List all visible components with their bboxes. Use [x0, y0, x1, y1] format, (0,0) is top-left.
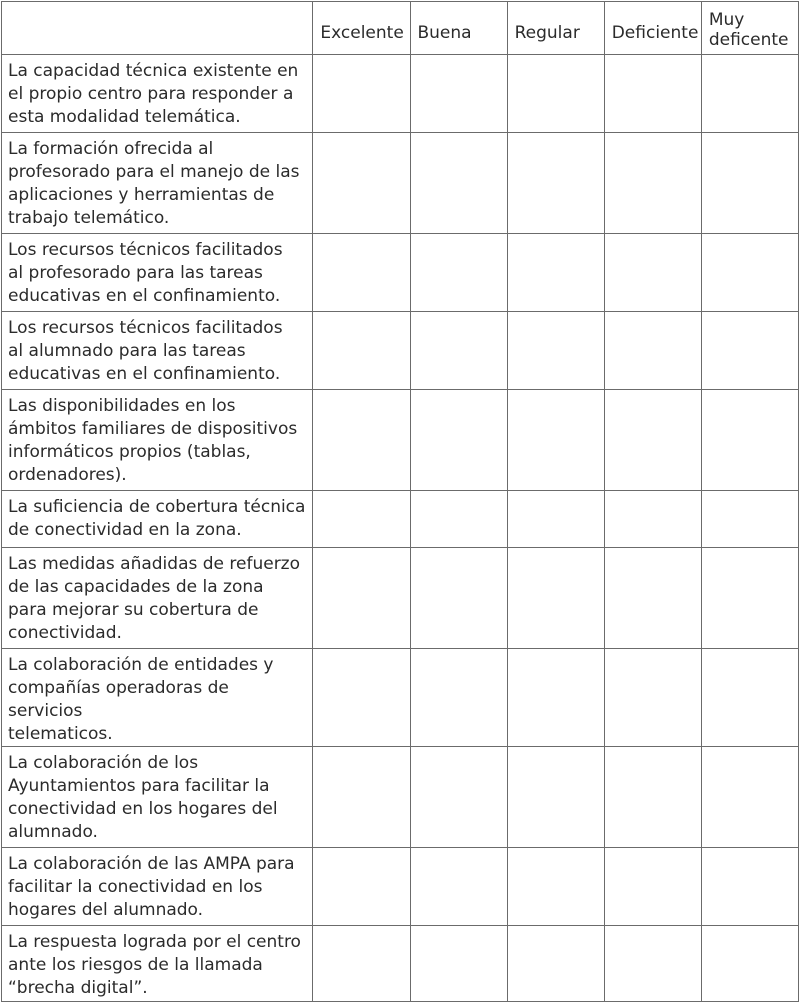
rating-cell-deficiente[interactable]	[604, 390, 701, 491]
header-empty-cell	[2, 2, 313, 55]
rating-cell-buena[interactable]	[410, 234, 507, 312]
rating-cell-muy-deficiente[interactable]	[701, 55, 798, 133]
table-row	[2, 312, 799, 390]
rating-cell-regular[interactable]	[507, 926, 604, 1002]
rating-cell-excelente[interactable]	[313, 747, 410, 848]
rating-cell-muy-deficiente[interactable]	[701, 133, 798, 234]
question-cell: La colaboración de los Ayuntamientos para facilitar la conectividad en los hogares del alumnado.	[2, 747, 313, 848]
rating-cell-buena[interactable]	[410, 747, 507, 848]
question-cell: Las medidas añadidas de refuerzo de las capacidades de la zona para mejorar su cobertura de conectividad.	[2, 548, 313, 649]
rating-cell-excelente[interactable]	[313, 312, 410, 390]
rating-cell-muy-deficiente[interactable]	[701, 848, 798, 926]
rating-cell-excelente[interactable]	[313, 491, 410, 548]
rating-cell-deficiente[interactable]	[604, 312, 701, 390]
rating-cell-muy-deficiente[interactable]	[701, 312, 798, 390]
table-row	[2, 133, 799, 234]
rating-cell-regular[interactable]	[507, 491, 604, 548]
rating-cell-muy-deficiente[interactable]	[701, 926, 798, 1002]
rating-cell-excelente[interactable]	[313, 926, 410, 1002]
rating-cell-deficiente[interactable]	[604, 926, 701, 1002]
rating-cell-excelente[interactable]	[313, 55, 410, 133]
rating-cell-buena[interactable]	[410, 312, 507, 390]
table-row	[2, 548, 799, 649]
question-cell: La formación ofrecida al profesorado para el manejo de las aplicaciones y herramientas de trabajo telemático.	[2, 133, 313, 234]
rating-cell-excelente[interactable]	[313, 234, 410, 312]
header-deficiente: Deficiente	[604, 2, 701, 55]
rating-cell-excelente[interactable]	[313, 133, 410, 234]
question-cell: Los recursos técnicos facilitados al alumnado para las tareas educativas en el confinamiento.	[2, 312, 313, 390]
table-row	[2, 926, 799, 1002]
rating-cell-deficiente[interactable]	[604, 234, 701, 312]
table-row	[2, 234, 799, 312]
rating-cell-deficiente[interactable]	[604, 55, 701, 133]
question-cell: La colaboración de entidades y compañías operadoras de servicios telematicos.	[2, 649, 313, 747]
rating-cell-regular[interactable]	[507, 649, 604, 747]
table-row	[2, 649, 799, 747]
table-row	[2, 747, 799, 848]
rating-cell-regular[interactable]	[507, 234, 604, 312]
rating-cell-regular[interactable]	[507, 55, 604, 133]
rating-cell-deficiente[interactable]	[604, 747, 701, 848]
rating-cell-regular[interactable]	[507, 848, 604, 926]
header-row	[2, 2, 799, 55]
header-muy-deficiente: Muy deficente	[701, 2, 798, 55]
rating-cell-deficiente[interactable]	[604, 649, 701, 747]
header-regular: Regular	[507, 2, 604, 55]
question-cell: La colaboración de las AMPA para facilitar la conectividad en los hogares del alumnado.	[2, 848, 313, 926]
rating-cell-buena[interactable]	[410, 926, 507, 1002]
table-row	[2, 491, 799, 548]
rating-cell-buena[interactable]	[410, 55, 507, 133]
rating-cell-regular[interactable]	[507, 548, 604, 649]
rating-cell-muy-deficiente[interactable]	[701, 747, 798, 848]
rating-cell-deficiente[interactable]	[604, 133, 701, 234]
header-buena: Buena	[410, 2, 507, 55]
rating-cell-buena[interactable]	[410, 491, 507, 548]
rating-cell-muy-deficiente[interactable]	[701, 548, 798, 649]
rating-cell-excelente[interactable]	[313, 390, 410, 491]
rating-cell-buena[interactable]	[410, 390, 507, 491]
rating-cell-excelente[interactable]	[313, 649, 410, 747]
table-row	[2, 390, 799, 491]
rating-cell-excelente[interactable]	[313, 848, 410, 926]
question-cell: La capacidad técnica existente en el propio centro para responder a esta modalidad telemática.	[2, 55, 313, 133]
rating-cell-muy-deficiente[interactable]	[701, 491, 798, 548]
question-cell: Los recursos técnicos facilitados al profesorado para las tareas educativas en el confinamiento.	[2, 234, 313, 312]
rating-cell-regular[interactable]	[507, 133, 604, 234]
rating-cell-buena[interactable]	[410, 848, 507, 926]
rating-cell-muy-deficiente[interactable]	[701, 234, 798, 312]
question-cell: La suficiencia de cobertura técnica de conectividad en la zona.	[2, 491, 313, 548]
question-rows	[2, 55, 799, 1002]
header-excelente: Excelente	[313, 2, 410, 55]
rating-cell-buena[interactable]	[410, 548, 507, 649]
rating-cell-deficiente[interactable]	[604, 848, 701, 926]
rating-cell-regular[interactable]	[507, 747, 604, 848]
rating-cell-regular[interactable]	[507, 390, 604, 491]
rating-cell-regular[interactable]	[507, 312, 604, 390]
rating-cell-muy-deficiente[interactable]	[701, 649, 798, 747]
question-cell: La respuesta lograda por el centro ante los riesgos de la llamada “brecha digital”.	[2, 926, 313, 1002]
rating-cell-muy-deficiente[interactable]	[701, 390, 798, 491]
rating-cell-deficiente[interactable]	[604, 548, 701, 649]
table-row	[2, 848, 799, 926]
rating-cell-buena[interactable]	[410, 649, 507, 747]
table-row	[2, 55, 799, 133]
rating-cell-excelente[interactable]	[313, 548, 410, 649]
rating-cell-buena[interactable]	[410, 133, 507, 234]
rating-cell-deficiente[interactable]	[604, 491, 701, 548]
rating-table	[1, 1, 799, 1002]
question-cell: Las disponibilidades en los ámbitos familiares de dispositivos informáticos propios (tablas, ordenadores).	[2, 390, 313, 491]
